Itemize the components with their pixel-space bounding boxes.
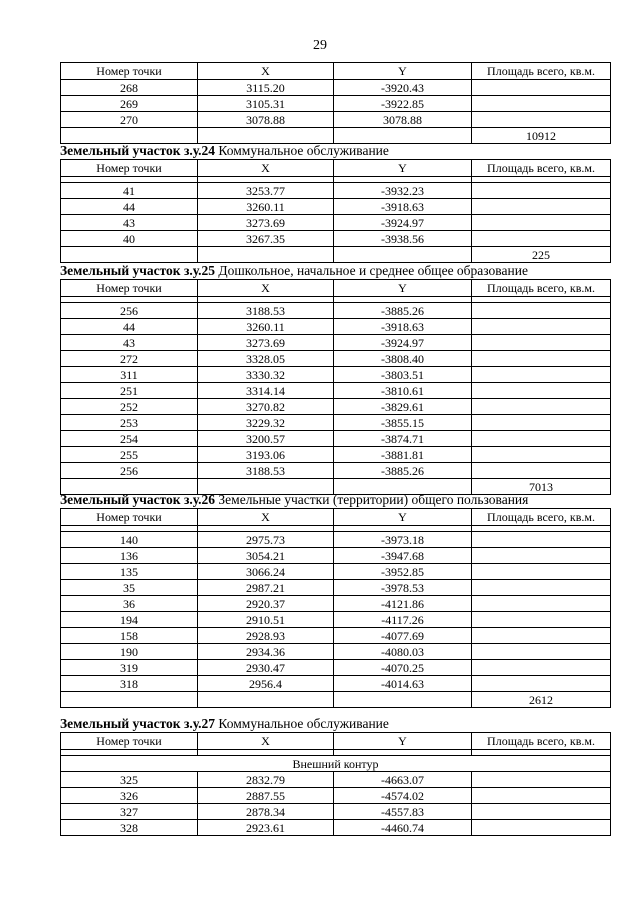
point-number: 158 bbox=[61, 628, 198, 644]
area-cell bbox=[472, 820, 611, 836]
point-number: 255 bbox=[61, 447, 198, 463]
x-coordinate: 3193.06 bbox=[198, 447, 334, 463]
table-row bbox=[61, 788, 611, 804]
total-area: 225 bbox=[472, 247, 611, 263]
x-coordinate: 3115.20 bbox=[198, 80, 334, 96]
column-header: Номер точки bbox=[61, 509, 198, 526]
x-coordinate: 2887.55 bbox=[198, 788, 334, 804]
page-number: 29 bbox=[313, 38, 327, 53]
x-coordinate: 2910.51 bbox=[198, 612, 334, 628]
point-number: 311 bbox=[61, 367, 198, 383]
x-coordinate: 3054.21 bbox=[198, 548, 334, 564]
plot-purpose: Земельные участки (территории) общего пользования bbox=[215, 492, 529, 507]
y-coordinate: -3973.18 bbox=[334, 532, 472, 548]
coordinates-table bbox=[60, 159, 611, 263]
point-number: 43 bbox=[61, 335, 198, 351]
table-row bbox=[61, 367, 611, 383]
area-total-row bbox=[61, 247, 611, 263]
y-coordinate: -4070.25 bbox=[334, 660, 472, 676]
land-plot-section bbox=[60, 716, 610, 836]
table-row bbox=[61, 596, 611, 612]
point-number: 328 bbox=[61, 820, 198, 836]
section-heading bbox=[60, 716, 610, 732]
x-coordinate: 3314.14 bbox=[198, 383, 334, 399]
x-coordinate: 2975.73 bbox=[198, 532, 334, 548]
column-header: Площадь всего, кв.м. bbox=[472, 63, 611, 80]
y-coordinate: 3078.88 bbox=[334, 112, 472, 128]
area-cell bbox=[472, 644, 611, 660]
table-header-row bbox=[61, 160, 611, 177]
area-cell bbox=[472, 772, 611, 788]
point-number: 43 bbox=[61, 215, 198, 231]
area-cell bbox=[472, 580, 611, 596]
y-coordinate: -4080.03 bbox=[334, 644, 472, 660]
y-coordinate: -3918.63 bbox=[334, 319, 472, 335]
area-cell bbox=[472, 96, 611, 112]
area-total-row bbox=[61, 692, 611, 708]
column-header: Y bbox=[334, 733, 472, 750]
section-heading bbox=[60, 143, 610, 159]
y-coordinate: -3803.51 bbox=[334, 367, 472, 383]
point-number: 190 bbox=[61, 644, 198, 660]
y-coordinate: -3808.40 bbox=[334, 351, 472, 367]
area-cell bbox=[472, 80, 611, 96]
x-coordinate: 2832.79 bbox=[198, 772, 334, 788]
table-row bbox=[61, 215, 611, 231]
x-coordinate: 3078.88 bbox=[198, 112, 334, 128]
x-coordinate: 3200.57 bbox=[198, 431, 334, 447]
plot-id: Земельный участок з.у.27 bbox=[60, 716, 216, 731]
empty-cell bbox=[61, 128, 198, 144]
y-coordinate: -3924.97 bbox=[334, 335, 472, 351]
column-header: Номер точки bbox=[61, 280, 198, 297]
table-row bbox=[61, 676, 611, 692]
y-coordinate: -3978.53 bbox=[334, 580, 472, 596]
area-cell bbox=[472, 303, 611, 319]
table-row bbox=[61, 804, 611, 820]
column-header: Y bbox=[334, 280, 472, 297]
area-cell bbox=[472, 532, 611, 548]
y-coordinate: -3829.61 bbox=[334, 399, 472, 415]
area-cell bbox=[472, 628, 611, 644]
y-coordinate: -3947.68 bbox=[334, 548, 472, 564]
table-header-row bbox=[61, 63, 611, 80]
y-coordinate: -3922.85 bbox=[334, 96, 472, 112]
x-coordinate: 3270.82 bbox=[198, 399, 334, 415]
table-row bbox=[61, 431, 611, 447]
y-coordinate: -3885.26 bbox=[334, 463, 472, 479]
y-coordinate: -3918.63 bbox=[334, 199, 472, 215]
column-header: Номер точки bbox=[61, 733, 198, 750]
area-cell bbox=[472, 215, 611, 231]
table-row bbox=[61, 447, 611, 463]
area-cell bbox=[472, 548, 611, 564]
table-row bbox=[61, 80, 611, 96]
table-row bbox=[61, 303, 611, 319]
table-row bbox=[61, 660, 611, 676]
point-number: 319 bbox=[61, 660, 198, 676]
land-plot-section bbox=[60, 143, 610, 263]
y-coordinate: -4121.86 bbox=[334, 596, 472, 612]
point-number: 270 bbox=[61, 112, 198, 128]
table-header-row bbox=[61, 509, 611, 526]
area-cell bbox=[472, 676, 611, 692]
area-total-row bbox=[61, 128, 611, 144]
area-cell bbox=[472, 199, 611, 215]
table-row bbox=[61, 612, 611, 628]
plot-purpose: Коммунальное обслуживание bbox=[215, 143, 389, 158]
table-header-row bbox=[61, 733, 611, 750]
y-coordinate: -4557.83 bbox=[334, 804, 472, 820]
coordinates-table bbox=[60, 62, 611, 144]
area-cell bbox=[472, 596, 611, 612]
table-row bbox=[61, 820, 611, 836]
point-number: 41 bbox=[61, 183, 198, 199]
point-number: 326 bbox=[61, 788, 198, 804]
area-cell bbox=[472, 351, 611, 367]
y-coordinate: -4460.74 bbox=[334, 820, 472, 836]
table-row bbox=[61, 335, 611, 351]
x-coordinate: 3260.11 bbox=[198, 319, 334, 335]
plot-id: Земельный участок з.у.25 bbox=[60, 263, 216, 278]
y-coordinate: -4663.07 bbox=[334, 772, 472, 788]
table-row bbox=[61, 628, 611, 644]
point-number: 318 bbox=[61, 676, 198, 692]
point-number: 269 bbox=[61, 96, 198, 112]
x-coordinate: 3066.24 bbox=[198, 564, 334, 580]
column-header: Номер точки bbox=[61, 63, 198, 80]
table-row bbox=[61, 399, 611, 415]
table-row bbox=[61, 183, 611, 199]
x-coordinate: 3260.11 bbox=[198, 199, 334, 215]
area-cell bbox=[472, 335, 611, 351]
column-header: X bbox=[198, 509, 334, 526]
y-coordinate: -3952.85 bbox=[334, 564, 472, 580]
total-area: 2612 bbox=[472, 692, 611, 708]
x-coordinate: 2928.93 bbox=[198, 628, 334, 644]
x-coordinate: 3273.69 bbox=[198, 335, 334, 351]
y-coordinate: -3938.56 bbox=[334, 231, 472, 247]
x-coordinate: 2878.34 bbox=[198, 804, 334, 820]
empty-cell bbox=[198, 128, 334, 144]
column-header: X bbox=[198, 733, 334, 750]
x-coordinate: 2934.36 bbox=[198, 644, 334, 660]
x-coordinate: 3188.53 bbox=[198, 303, 334, 319]
x-coordinate: 2930.47 bbox=[198, 660, 334, 676]
area-cell bbox=[472, 804, 611, 820]
point-number: 44 bbox=[61, 319, 198, 335]
x-coordinate: 3188.53 bbox=[198, 463, 334, 479]
y-coordinate: -3885.26 bbox=[334, 303, 472, 319]
table-row bbox=[61, 199, 611, 215]
table-row bbox=[61, 231, 611, 247]
point-number: 36 bbox=[61, 596, 198, 612]
coordinates-table bbox=[60, 279, 611, 495]
column-header: Площадь всего, кв.м. bbox=[472, 160, 611, 177]
table-row bbox=[61, 112, 611, 128]
plot-purpose: Дошкольное, начальное и среднее общее образование bbox=[215, 263, 528, 278]
table-row bbox=[61, 772, 611, 788]
point-number: 251 bbox=[61, 383, 198, 399]
x-coordinate: 3267.35 bbox=[198, 231, 334, 247]
y-coordinate: -3920.43 bbox=[334, 80, 472, 96]
table-row bbox=[61, 644, 611, 660]
table-row bbox=[61, 96, 611, 112]
total-area: 10912 bbox=[472, 128, 611, 144]
y-coordinate: -3924.97 bbox=[334, 215, 472, 231]
area-cell bbox=[472, 415, 611, 431]
x-coordinate: 3253.77 bbox=[198, 183, 334, 199]
total-area: 7013 bbox=[472, 479, 611, 495]
contour-subheader-row bbox=[61, 756, 611, 772]
y-coordinate: -3881.81 bbox=[334, 447, 472, 463]
column-header: Y bbox=[334, 63, 472, 80]
area-cell bbox=[472, 231, 611, 247]
y-coordinate: -3874.71 bbox=[334, 431, 472, 447]
x-coordinate: 3273.69 bbox=[198, 215, 334, 231]
coordinates-table bbox=[60, 508, 611, 708]
x-coordinate: 2956.4 bbox=[198, 676, 334, 692]
empty-cell bbox=[334, 692, 472, 708]
x-coordinate: 2923.61 bbox=[198, 820, 334, 836]
area-cell bbox=[472, 383, 611, 399]
empty-cell bbox=[334, 247, 472, 263]
column-header: Площадь всего, кв.м. bbox=[472, 733, 611, 750]
table-row bbox=[61, 351, 611, 367]
table-row bbox=[61, 463, 611, 479]
area-cell bbox=[472, 463, 611, 479]
area-cell bbox=[472, 660, 611, 676]
coordinates-table bbox=[60, 732, 611, 836]
plot-id: Земельный участок з.у.24 bbox=[60, 143, 216, 158]
x-coordinate: 2920.37 bbox=[198, 596, 334, 612]
table-row bbox=[61, 548, 611, 564]
table-row bbox=[61, 532, 611, 548]
x-coordinate: 2987.21 bbox=[198, 580, 334, 596]
point-number: 135 bbox=[61, 564, 198, 580]
contour-label: Внешний контур bbox=[61, 756, 611, 772]
table-header-row bbox=[61, 280, 611, 297]
plot-id: Земельный участок з.у.26 bbox=[60, 492, 216, 507]
point-number: 140 bbox=[61, 532, 198, 548]
table-row bbox=[61, 580, 611, 596]
area-cell bbox=[472, 319, 611, 335]
column-header: Номер точки bbox=[61, 160, 198, 177]
point-number: 254 bbox=[61, 431, 198, 447]
table-row bbox=[61, 564, 611, 580]
area-cell bbox=[472, 112, 611, 128]
point-number: 40 bbox=[61, 231, 198, 247]
point-number: 44 bbox=[61, 199, 198, 215]
area-cell bbox=[472, 367, 611, 383]
area-cell bbox=[472, 788, 611, 804]
point-number: 253 bbox=[61, 415, 198, 431]
y-coordinate: -3855.15 bbox=[334, 415, 472, 431]
y-coordinate: -4077.69 bbox=[334, 628, 472, 644]
table-row bbox=[61, 319, 611, 335]
empty-cell bbox=[198, 692, 334, 708]
point-number: 256 bbox=[61, 463, 198, 479]
column-header: Площадь всего, кв.м. bbox=[472, 280, 611, 297]
point-number: 194 bbox=[61, 612, 198, 628]
table-row bbox=[61, 383, 611, 399]
area-cell bbox=[472, 399, 611, 415]
point-number: 252 bbox=[61, 399, 198, 415]
land-plot-section bbox=[60, 492, 610, 708]
point-number: 256 bbox=[61, 303, 198, 319]
empty-cell bbox=[61, 692, 198, 708]
column-header: Y bbox=[334, 509, 472, 526]
land-plot-section bbox=[60, 263, 610, 495]
x-coordinate: 3229.32 bbox=[198, 415, 334, 431]
column-header: X bbox=[198, 280, 334, 297]
point-number: 325 bbox=[61, 772, 198, 788]
column-header: X bbox=[198, 63, 334, 80]
plot-purpose: Коммунальное обслуживание bbox=[215, 716, 389, 731]
point-number: 327 bbox=[61, 804, 198, 820]
point-number: 272 bbox=[61, 351, 198, 367]
area-cell bbox=[472, 612, 611, 628]
y-coordinate: -3932.23 bbox=[334, 183, 472, 199]
x-coordinate: 3105.31 bbox=[198, 96, 334, 112]
empty-cell bbox=[198, 247, 334, 263]
column-header: Y bbox=[334, 160, 472, 177]
y-coordinate: -3810.61 bbox=[334, 383, 472, 399]
x-coordinate: 3328.05 bbox=[198, 351, 334, 367]
point-number: 136 bbox=[61, 548, 198, 564]
land-plot-section bbox=[60, 62, 610, 144]
point-number: 35 bbox=[61, 580, 198, 596]
point-number: 268 bbox=[61, 80, 198, 96]
column-header: X bbox=[198, 160, 334, 177]
y-coordinate: -4117.26 bbox=[334, 612, 472, 628]
area-cell bbox=[472, 183, 611, 199]
area-cell bbox=[472, 431, 611, 447]
empty-cell bbox=[61, 247, 198, 263]
area-cell bbox=[472, 564, 611, 580]
area-cell bbox=[472, 447, 611, 463]
table-row bbox=[61, 415, 611, 431]
y-coordinate: -4014.63 bbox=[334, 676, 472, 692]
column-header: Площадь всего, кв.м. bbox=[472, 509, 611, 526]
empty-cell bbox=[334, 128, 472, 144]
x-coordinate: 3330.32 bbox=[198, 367, 334, 383]
y-coordinate: -4574.02 bbox=[334, 788, 472, 804]
section-heading bbox=[60, 263, 610, 279]
section-heading bbox=[60, 492, 610, 508]
